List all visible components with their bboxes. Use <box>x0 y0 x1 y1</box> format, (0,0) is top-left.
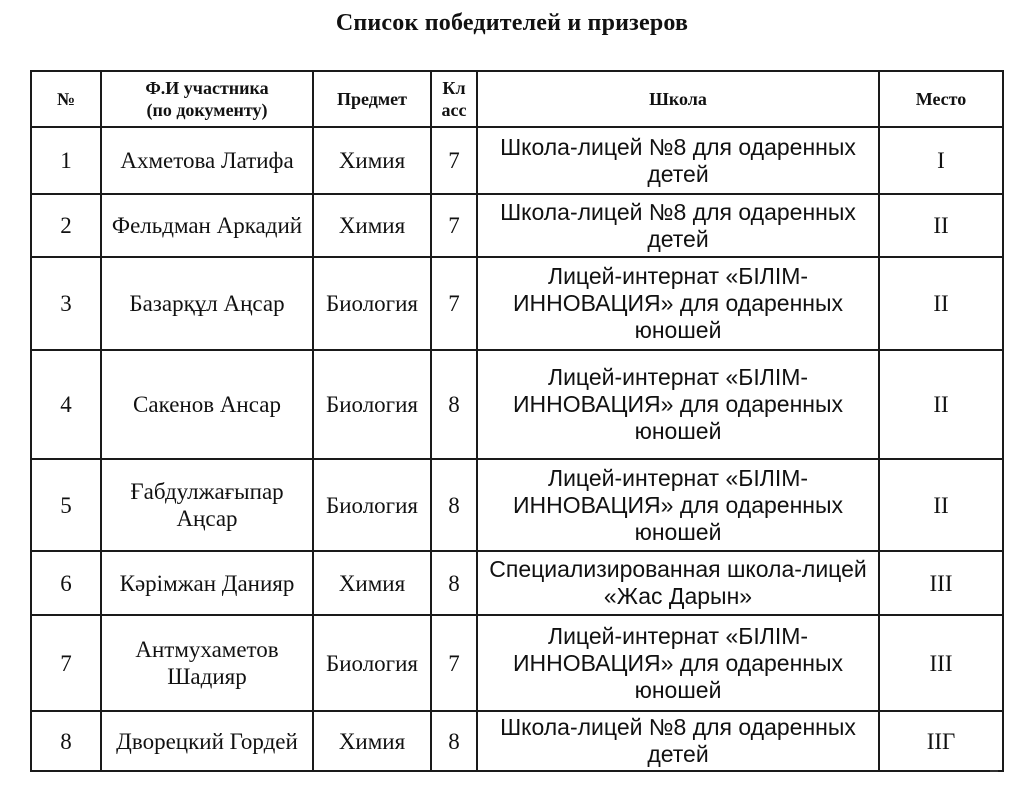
cell-name: Фельдман Аркадий <box>101 194 313 257</box>
winners-table <box>30 70 1004 772</box>
cell-subject: Химия <box>313 551 431 615</box>
header-school: Школа <box>477 71 879 127</box>
table-row <box>31 551 1003 615</box>
table-row <box>31 127 1003 194</box>
cell-school: Лицей-интернат «БІЛІМ-ИННОВАЦИЯ» для одаренных юношей <box>477 615 879 711</box>
cell-subject: Биология <box>313 350 431 459</box>
cell-subject: Химия <box>313 711 431 771</box>
cell-school: Школа-лицей №8 для одаренных детей <box>477 711 879 771</box>
cell-name: Кәрімжан Данияр <box>101 551 313 615</box>
cell-num: 8 <box>31 711 101 771</box>
cell-school: Лицей-интернат «БІЛІМ-ИННОВАЦИЯ» для одаренных юношей <box>477 459 879 551</box>
header-name-line1: Ф.И участника <box>145 78 269 98</box>
header-row <box>31 71 1003 127</box>
cell-subject: Химия <box>313 194 431 257</box>
header-place: Место <box>879 71 1003 127</box>
cell-subject: Химия <box>313 127 431 194</box>
table-row <box>31 257 1003 350</box>
cell-school: Специализированная школа-лицей «Жас Дарын» <box>477 551 879 615</box>
header-name-line2: (по документу) <box>146 100 268 120</box>
cell-name: Ахметова Латифа <box>101 127 313 194</box>
cell-class: 8 <box>431 551 477 615</box>
cell-school: Лицей-интернат «БІЛІМ-ИННОВАЦИЯ» для одаренных юношей <box>477 350 879 459</box>
cell-place: II <box>879 459 1003 551</box>
cell-place: II <box>879 257 1003 350</box>
table-row <box>31 350 1003 459</box>
cell-class: 8 <box>431 459 477 551</box>
cell-place: III <box>879 551 1003 615</box>
table-row <box>31 711 1003 771</box>
cell-name: Сакенов Ансар <box>101 350 313 459</box>
cell-subject: Биология <box>313 615 431 711</box>
cell-class: 7 <box>431 257 477 350</box>
cell-num: 6 <box>31 551 101 615</box>
cell-num: 4 <box>31 350 101 459</box>
cell-school: Лицей-интернат «БІЛІМ-ИННОВАЦИЯ» для одаренных юношей <box>477 257 879 350</box>
page-title: Список победителей и призеров <box>335 10 689 36</box>
cell-class: 7 <box>431 127 477 194</box>
cell-place: III <box>879 615 1003 711</box>
table-row <box>31 615 1003 711</box>
cell-class: 7 <box>431 194 477 257</box>
page-edge-mark <box>990 770 998 772</box>
cell-place: II <box>879 194 1003 257</box>
cell-school: Школа-лицей №8 для одаренных детей <box>477 194 879 257</box>
header-subject: Предмет <box>313 71 431 127</box>
table-row <box>31 194 1003 257</box>
header-class <box>431 71 477 127</box>
cell-num: 5 <box>31 459 101 551</box>
cell-num: 3 <box>31 257 101 350</box>
cell-place: II <box>879 350 1003 459</box>
cell-name: Базарқұл Аңсар <box>101 257 313 350</box>
cell-name: Ғабдулжағыпар Аңсар <box>101 459 313 551</box>
cell-place: I <box>879 127 1003 194</box>
cell-subject: Биология <box>313 459 431 551</box>
cell-name: Дворецкий Гордей <box>101 711 313 771</box>
cell-class: 7 <box>431 615 477 711</box>
cell-name: Антмухаметов Шадияр <box>101 615 313 711</box>
cell-num: 1 <box>31 127 101 194</box>
cell-class: 8 <box>431 350 477 459</box>
table-row <box>31 459 1003 551</box>
cell-school: Школа-лицей №8 для одаренных детей <box>477 127 879 194</box>
cell-place: IIГ <box>879 711 1003 771</box>
header-num: № <box>31 71 101 127</box>
cell-num: 2 <box>31 194 101 257</box>
cell-num: 7 <box>31 615 101 711</box>
cell-subject: Биология <box>313 257 431 350</box>
cell-class: 8 <box>431 711 477 771</box>
header-name <box>101 71 313 127</box>
header-class-line1: Кл <box>442 78 466 98</box>
header-class-line2: асс <box>441 100 467 120</box>
